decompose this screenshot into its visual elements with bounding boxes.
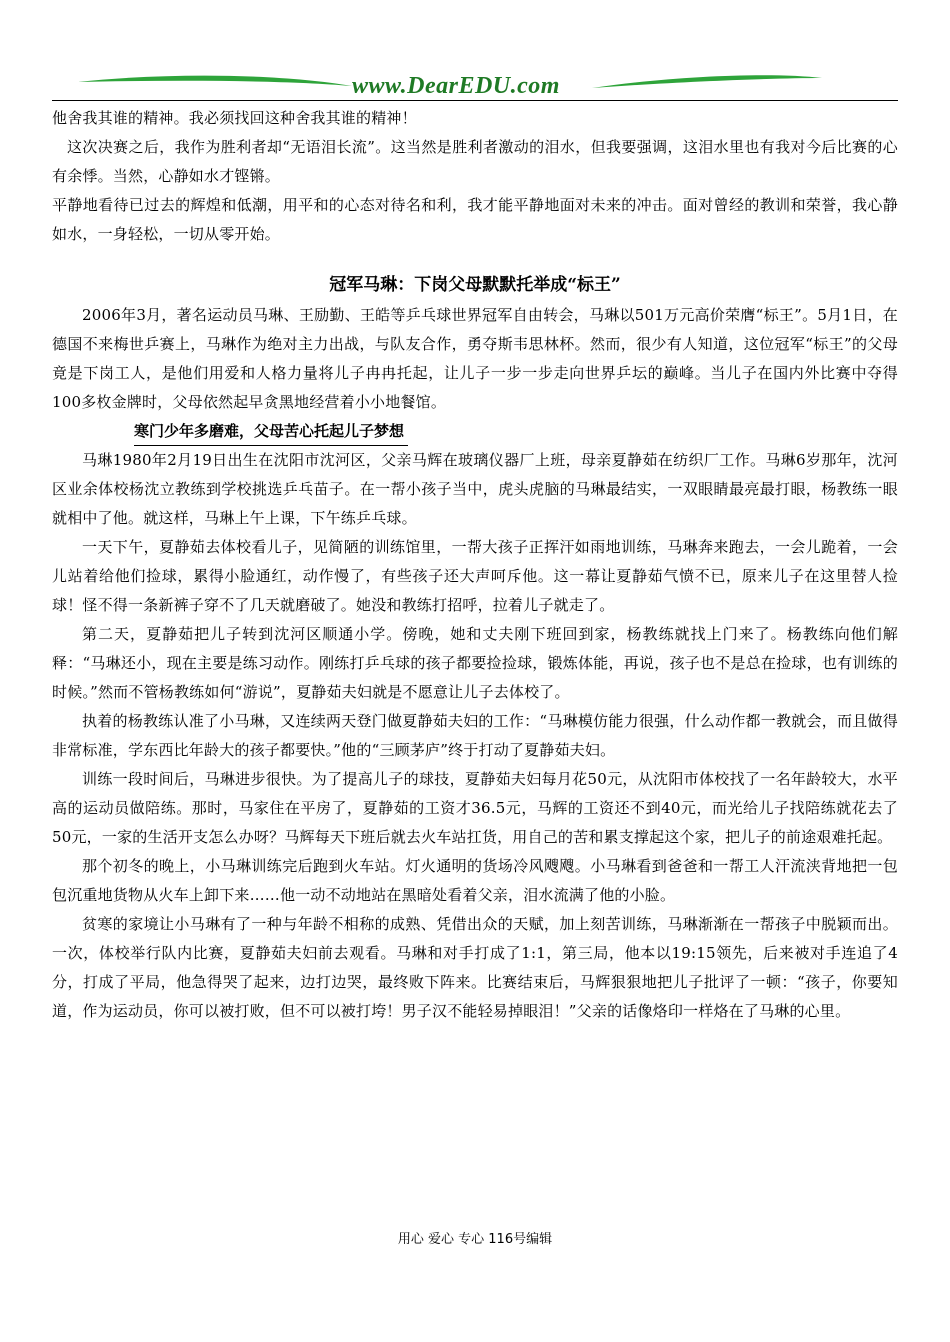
left-swoosh: [78, 76, 352, 86]
article-paragraph-2: 一天下午，夏静茹去体校看儿子，见简陋的训练馆里，一帮大孩子正挥汗如雨地训练，马琳奔来跑去，一会儿跪着，一会儿站着给他们捡球，累得小脸通红，动作慢了，有些孩子还大声呵斥他。这一幕让夏静茹气愤不已，原来儿子在这里替人捡球！怪不得一条新裤子穿不了几天就磨破了。她没和教练打招呼，拉着儿子就走了。: [52, 538, 898, 614]
header-rule: [52, 100, 898, 101]
article-title: 冠军马琳：下岗父母默默托举成“标王”: [329, 275, 621, 295]
document-body: [52, 104, 898, 1026]
article-paragraph-3: 第二天，夏静茹把儿子转到沈河区顺通小学。傍晚，她和丈夫刚下班回到家，杨教练就找上门来了。杨教练向他们解释：“马琳还小，现在主要是练习动作。刚练打乒乓球的孩子都要捡捡球，锻炼体能，再说，孩子也不是总在捡球，也有训练的时候。”然而不管杨教练如何“游说”，夏静茹夫妇就是不愿意让儿子去体校了。: [52, 625, 898, 701]
article-paragraph-6: 那个初冬的晚上，小马琳训练完后跑到火车站。灯火通明的货场冷风飕飕。小马琳看到爸爸和一帮工人汗流浃背地把一包包沉重地货物从火车上卸下来……他一动不动地站在黑暗处看着父亲，泪水流满了他的小脸。: [52, 857, 898, 904]
intro-paragraph-2: 这次决赛之后，我作为胜利者却“无语泪长流”。这当然是胜利者激动的泪水，但我要强调，这泪水里也有我对今后比赛的心有余悸。当然，心静如水才铿锵。: [52, 138, 898, 185]
section-gap: [52, 249, 898, 259]
article-subtitle: 寒门少年多磨难，父母苦心托起儿子梦想: [134, 417, 408, 446]
article-paragraph-5: 训练一段时间后，马琳进步很快。为了提高儿子的球技，夏静茹夫妇每月花50元，从沈阳市体校找了一名年龄较大，水平高的运动员做陪练。那时，马家住在平房了，夏静茹的工资才36.5元，马辉的工资还不到40元，而光给儿子找陪练就花去了50元，一家的生活开支怎么办呀？马辉每天下班后就去火车站扛货，用自己的苦和累支撑起这个家，把儿子的前途艰难托起。: [52, 770, 898, 846]
intro-paragraph-3: 平静地看待已过去的辉煌和低潮，用平和的心态对待名和利，我才能平静地面对未来的冲击。面对曾经的教训和荣誉，我心静如水，一身轻松，一切从零开始。: [52, 196, 898, 243]
page-header: [52, 68, 898, 102]
intro-paragraph-1: 他舍我其谁的精神。我必须找回这种舍我其谁的精神！: [52, 109, 417, 127]
article-paragraph-4: 执着的杨教练认准了小马琳，又连续两天登门做夏静茹夫妇的工作：“马琳模仿能力很强，什么动作都一教就会，而且做得非常标准，学东西比年龄大的孩子都要快。”他的“三顾茅庐”终于打动了夏静茹夫妇。: [52, 712, 898, 759]
page-footer: 用心 爱心 专心 116号编辑: [397, 1232, 553, 1247]
article-lead: 2006年3月，著名运动员马琳、王励勤、王皓等乒乓球世界冠军自由转会，马琳以501万元高价荣膺“标王”。5月1日，在德国不来梅世乒赛上，马琳作为绝对主力出战，与队友合作，勇夺斯韦思林杯。然而，很少有人知道，这位冠军“标王”的父母竟是下岗工人，是他们用爱和人格力量将儿子冉冉托起，让儿子一步一步走向世界乒坛的巅峰。当儿子在国内外比赛中夺得100多枚金牌时，父母依然起早贪黑地经营着小小地餐馆。: [52, 306, 898, 411]
article-paragraph-7: 贫寒的家境让小马琳有了一种与年龄不相称的成熟、凭借出众的天赋，加上刻苦训练，马琳渐渐在一帮孩子中脱颖而出。一次，体校举行队内比赛，夏静茹夫妇前去观看。马琳和对手打成了1:1，第三局，他本以19:15领先，后来被对手连追了4分，打成了平局，他急得哭了起来，边打边哭，最终败下阵来。比赛结束后，马辉狠狠地把儿子批评了一顿：“孩子，你要知道，作为运动员，你可以被打败，但不可以被打垮！男子汉不能轻易掉眼泪！”父亲的话像烙印一样烙在了马琳的心里。: [52, 915, 898, 1020]
subtitle-row: [52, 417, 898, 446]
site-url-logo: www.DearEDU.com: [352, 73, 560, 99]
right-swoosh: [592, 75, 822, 88]
article-paragraph-1: 马琳1980年2月19日出生在沈阳市沈河区，父亲马辉在玻璃仪器厂上班，母亲夏静茹在纺织厂工作。马琳6岁那年，沈河区业余体校杨沈立教练到学校挑选乒乓苗子。在一帮小孩子当中，虎头虎脑的马琳最结实，一双眼睛最亮最打眼，杨教练一眼就相中了他。就这样，马琳上午上课，下午练乒乓球。: [52, 451, 898, 527]
